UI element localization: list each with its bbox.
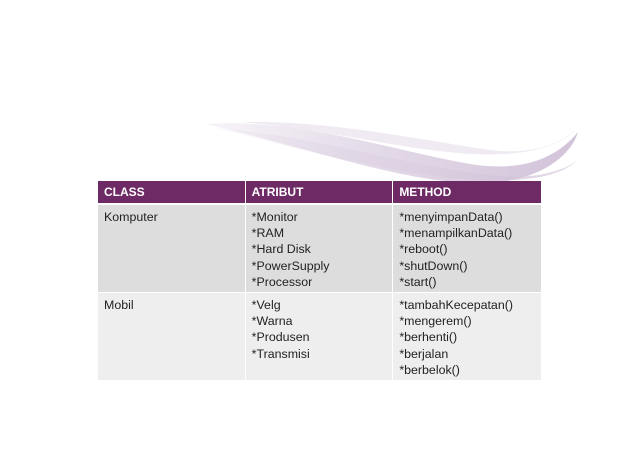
method-item: *tambahKecepatan(): [399, 298, 513, 313]
atribut-item: *Velg: [251, 298, 281, 313]
atribut-item: *Produsen: [251, 330, 310, 345]
table-row-mobil: [98, 293, 541, 381]
table-header-row: [98, 181, 541, 205]
atribut-item: *Transmisi: [251, 346, 310, 361]
cell-method: [393, 205, 541, 293]
cell-atribut: [246, 293, 394, 381]
atribut-item: *Hard Disk: [251, 242, 311, 257]
method-item: *shutDown(): [399, 258, 468, 273]
header-atribut: ATRIBUT: [246, 181, 394, 205]
method-item: *reboot(): [399, 242, 448, 257]
table-row-komputer: [98, 205, 541, 293]
method-item: *berhenti(): [399, 330, 458, 345]
method-item: *berjalan: [399, 346, 449, 361]
atribut-item: *PowerSupply: [251, 258, 330, 273]
header-class: CLASS: [98, 181, 246, 205]
atribut-item: *Monitor: [251, 210, 298, 224]
method-item: *menampilkanData(): [399, 226, 513, 241]
atribut-item: *RAM: [251, 226, 285, 241]
header-method: METHOD: [393, 181, 541, 205]
cell-class: Komputer: [98, 205, 246, 293]
method-item: *start(): [399, 274, 437, 289]
atribut-item: *Processor: [251, 274, 313, 289]
swoosh-band-1: [205, 123, 578, 183]
cell-atribut: [246, 205, 394, 293]
method-item: *berbelok(): [399, 362, 460, 377]
class-table: [98, 181, 541, 381]
cell-class: Mobil: [98, 293, 246, 381]
method-item: *menyimpanData(): [399, 210, 503, 224]
method-item: *mengerem(): [399, 314, 472, 329]
atribut-item: *Warna: [251, 314, 293, 329]
cell-method: [393, 293, 541, 381]
